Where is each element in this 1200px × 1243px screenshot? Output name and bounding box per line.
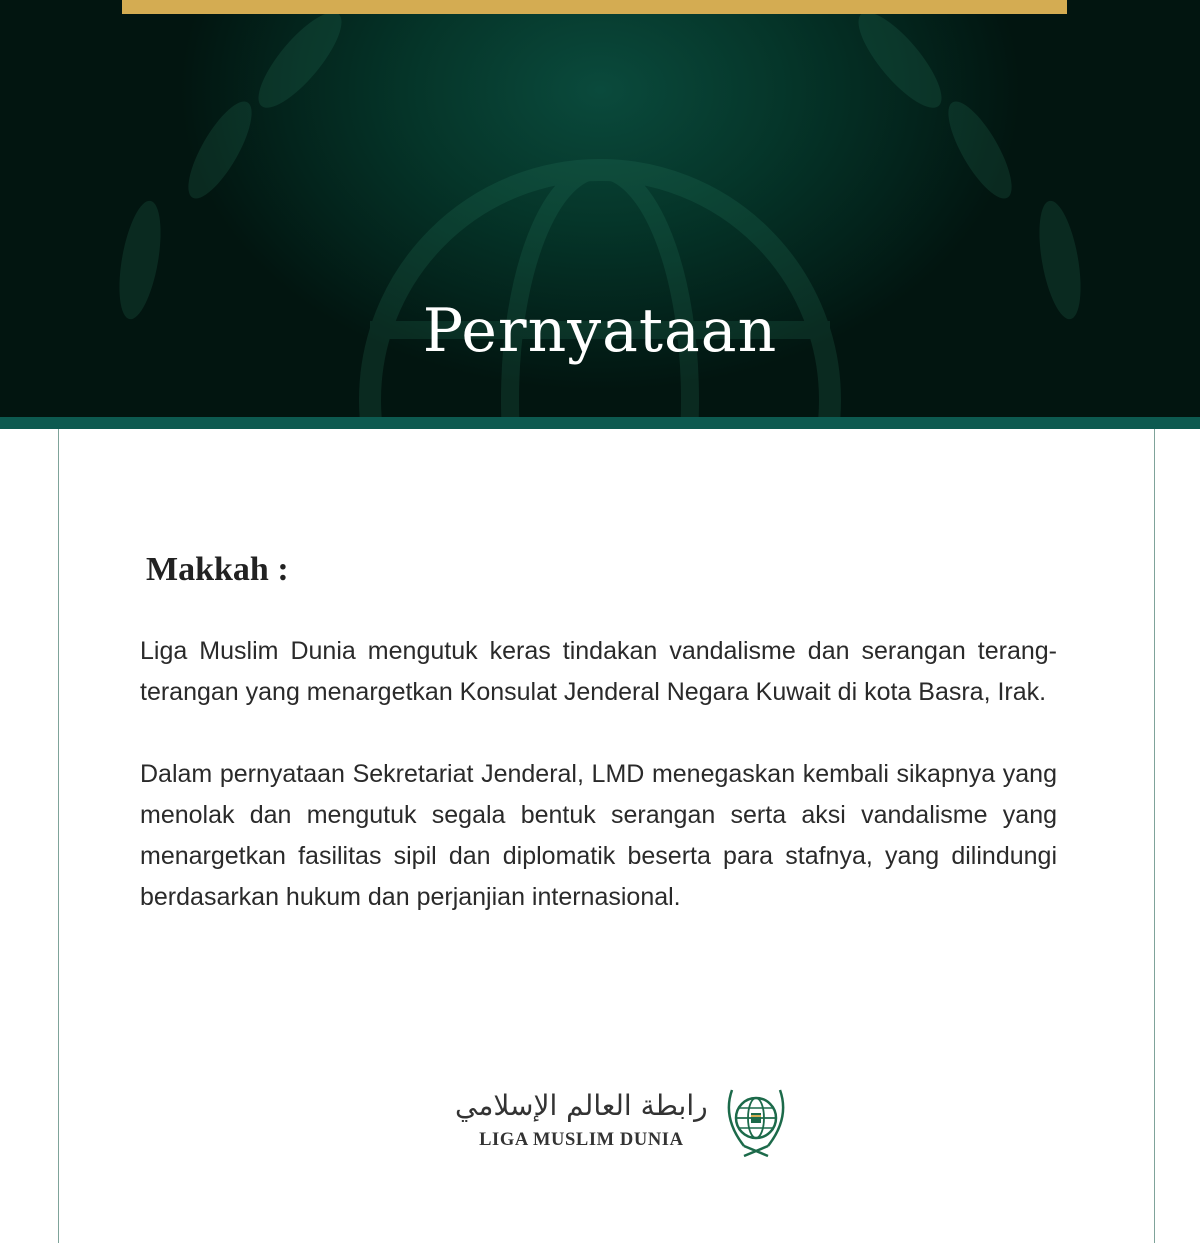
- statement-body: [140, 631, 1057, 959]
- teal-divider-band: [0, 417, 1200, 429]
- right-border-line: [1154, 429, 1155, 1243]
- statement-paragraph: Liga Muslim Dunia mengutuk keras tindakan vandalisme dan serangan terang-terangan yang menargetkan Konsulat Jenderal Negara Kuwait di kota Basra, Irak.: [140, 637, 1057, 706]
- header-banner: [0, 0, 1200, 417]
- statement-paragraph: Dalam pernyataan Sekretariat Jenderal, LMD menegaskan kembali sikapnya yang menolak dan mengutuk segala bentuk serangan serta aksi vandalisme yang menargetkan fasilitas sipil dan diplomatik beserta para stafnya, yang dilindungi berdasarkan hukum dan perjanjian internasional.: [140, 760, 1057, 911]
- logo-wordmark: [455, 1088, 708, 1152]
- dateline-place: Makkah :: [146, 551, 289, 588]
- page-title: Pernyataan: [422, 296, 778, 366]
- left-border-line: [58, 429, 59, 1243]
- logo-name: LIGA MUSLIM DUNIA: [479, 1130, 684, 1150]
- gold-top-bar: [122, 0, 1067, 14]
- organization-logo: [455, 1082, 792, 1158]
- logo-arabic-text: رابطة العالم الإسلامي: [455, 1089, 708, 1122]
- globe-wreath-emblem-icon: [720, 1082, 792, 1158]
